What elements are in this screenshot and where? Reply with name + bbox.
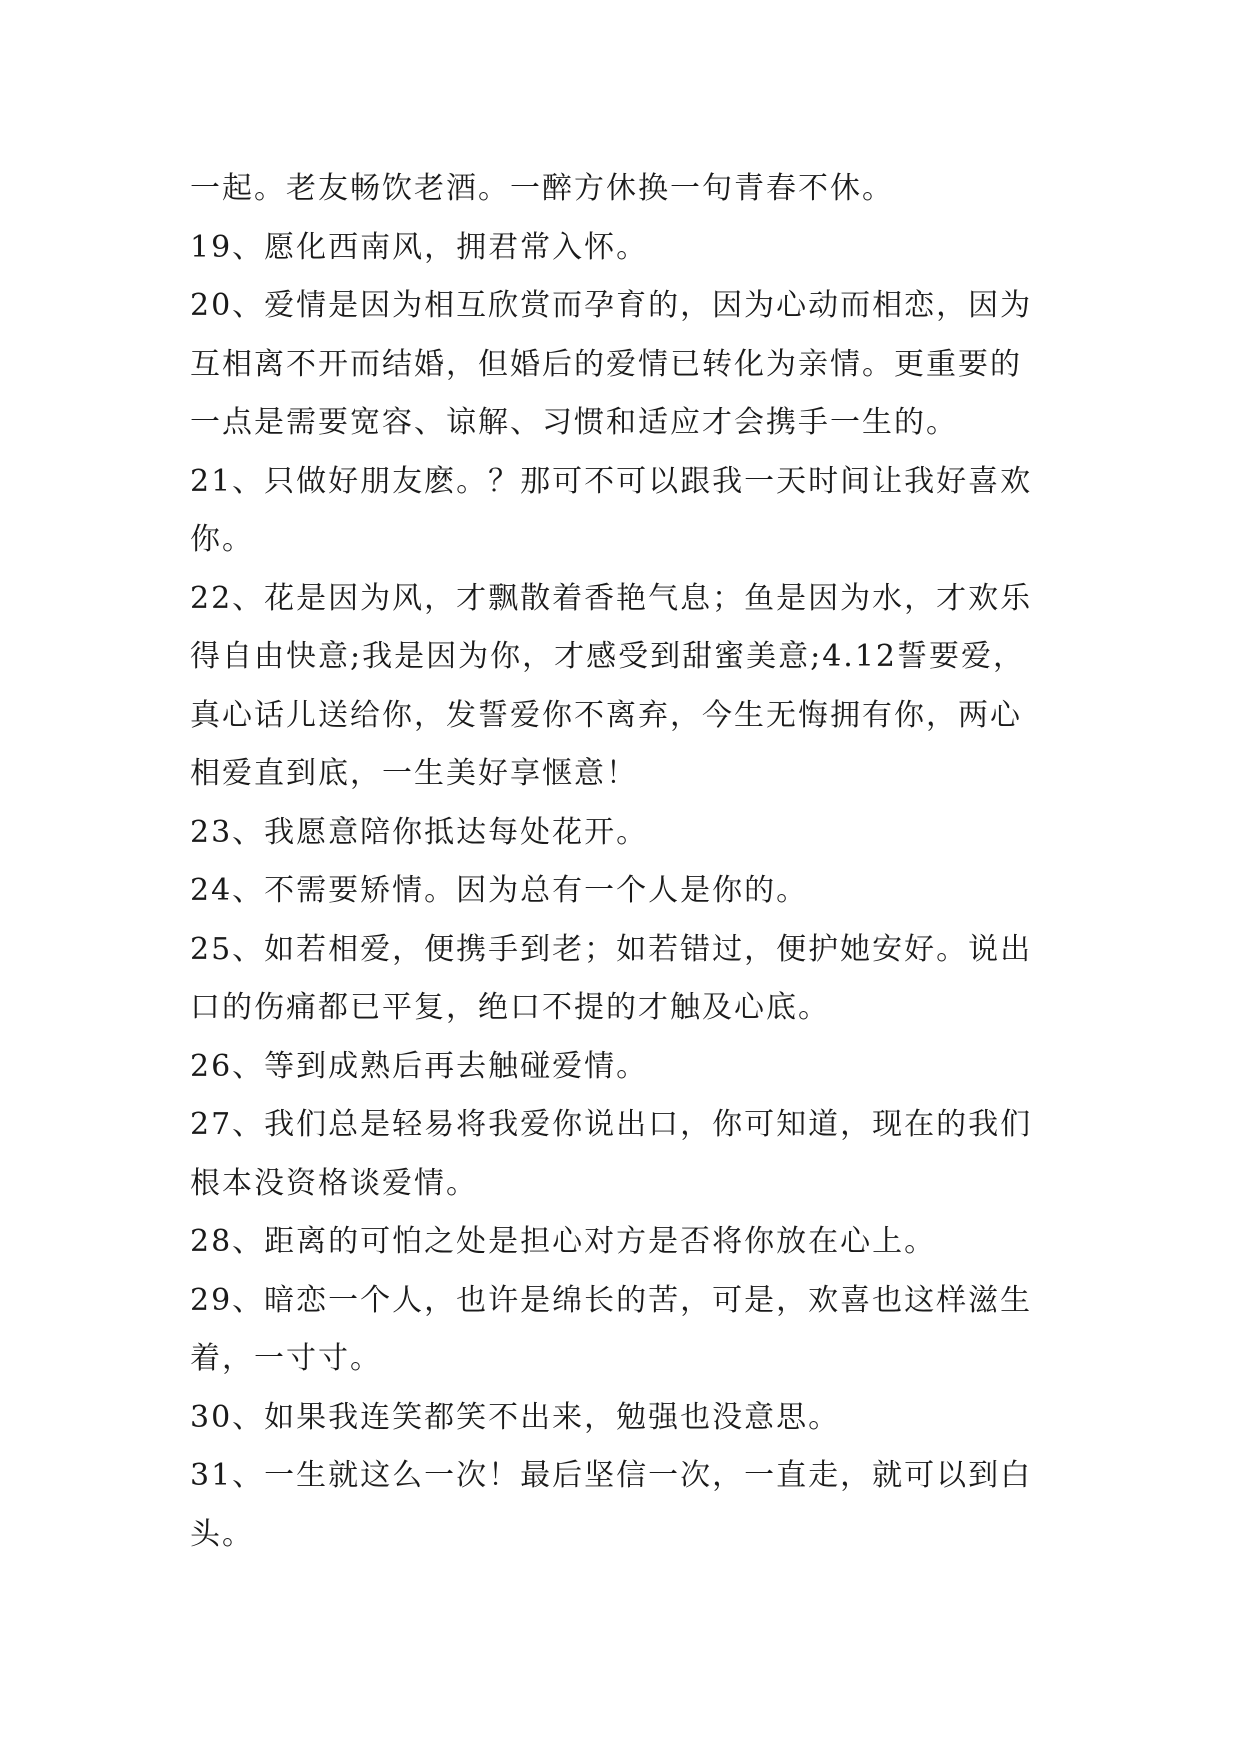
text-line: 29、暗恋一个人，也许是绵长的苦，可是，欢喜也这样滋生	[190, 1282, 1033, 1318]
text-line: 相爱直到底，一生美好享惬意！	[190, 756, 638, 791]
text-line: 30、如果我连笑都笑不出来，勉强也没意思。	[190, 1399, 841, 1435]
document-body	[190, 160, 1060, 1564]
text-line: 28、距离的可怕之处是担心对方是否将你放在心上。	[190, 1224, 937, 1259]
text-line: 口的伤痛都已平复，绝口不提的才触及心底。	[190, 990, 830, 1025]
text-line: 一起。老友畅饮老酒。一醉方休换一句青春不休。	[190, 171, 894, 206]
text-line: 24、不需要矫情。因为总有一个人是你的。	[190, 873, 809, 908]
text-line: 真心话儿送给你，发誓爱你不离弃，今生无悔拥有你，两心	[190, 697, 1022, 733]
text-line: 21、只做好朋友麽。？那可不可以跟我一天时间让我好喜欢	[190, 463, 1033, 499]
text-line: 头。	[190, 1516, 254, 1552]
text-line: 得自由快意;我是因为你，才感受到甜蜜美意;4.12誓要爱，	[190, 639, 1026, 674]
text-line: 你。	[190, 522, 254, 557]
text-line: 一点是需要宽容、谅解、习惯和适应才会携手一生的。	[190, 405, 958, 440]
text-line: 着，一寸寸。	[190, 1341, 382, 1376]
text-line: 19、愿化西南风，拥君常入怀。	[190, 229, 649, 265]
text-line: 22、花是因为风，才飘散着香艳气息；鱼是因为水，才欢乐	[190, 580, 1033, 616]
text-line: 25、如若相爱，便携手到老；如若错过，便护她安好。说出	[190, 931, 1033, 967]
text-line: 20、爱情是因为相互欣赏而孕育的，因为心动而相恋，因为	[190, 288, 1033, 323]
text-line: 根本没资格谈爱情。	[190, 1165, 478, 1201]
text-line: 31、一生就这么一次！最后坚信一次，一直走，就可以到白	[190, 1458, 1033, 1493]
text-line: 27、我们总是轻易将我爱你说出口，你可知道，现在的我们	[190, 1107, 1033, 1142]
text-line: 23、我愿意陪你抵达每处花开。	[190, 814, 649, 850]
text-line: 26、等到成熟后再去触碰爱情。	[190, 1048, 649, 1084]
text-line: 互相离不开而结婚，但婚后的爱情已转化为亲情。更重要的	[190, 346, 1022, 382]
